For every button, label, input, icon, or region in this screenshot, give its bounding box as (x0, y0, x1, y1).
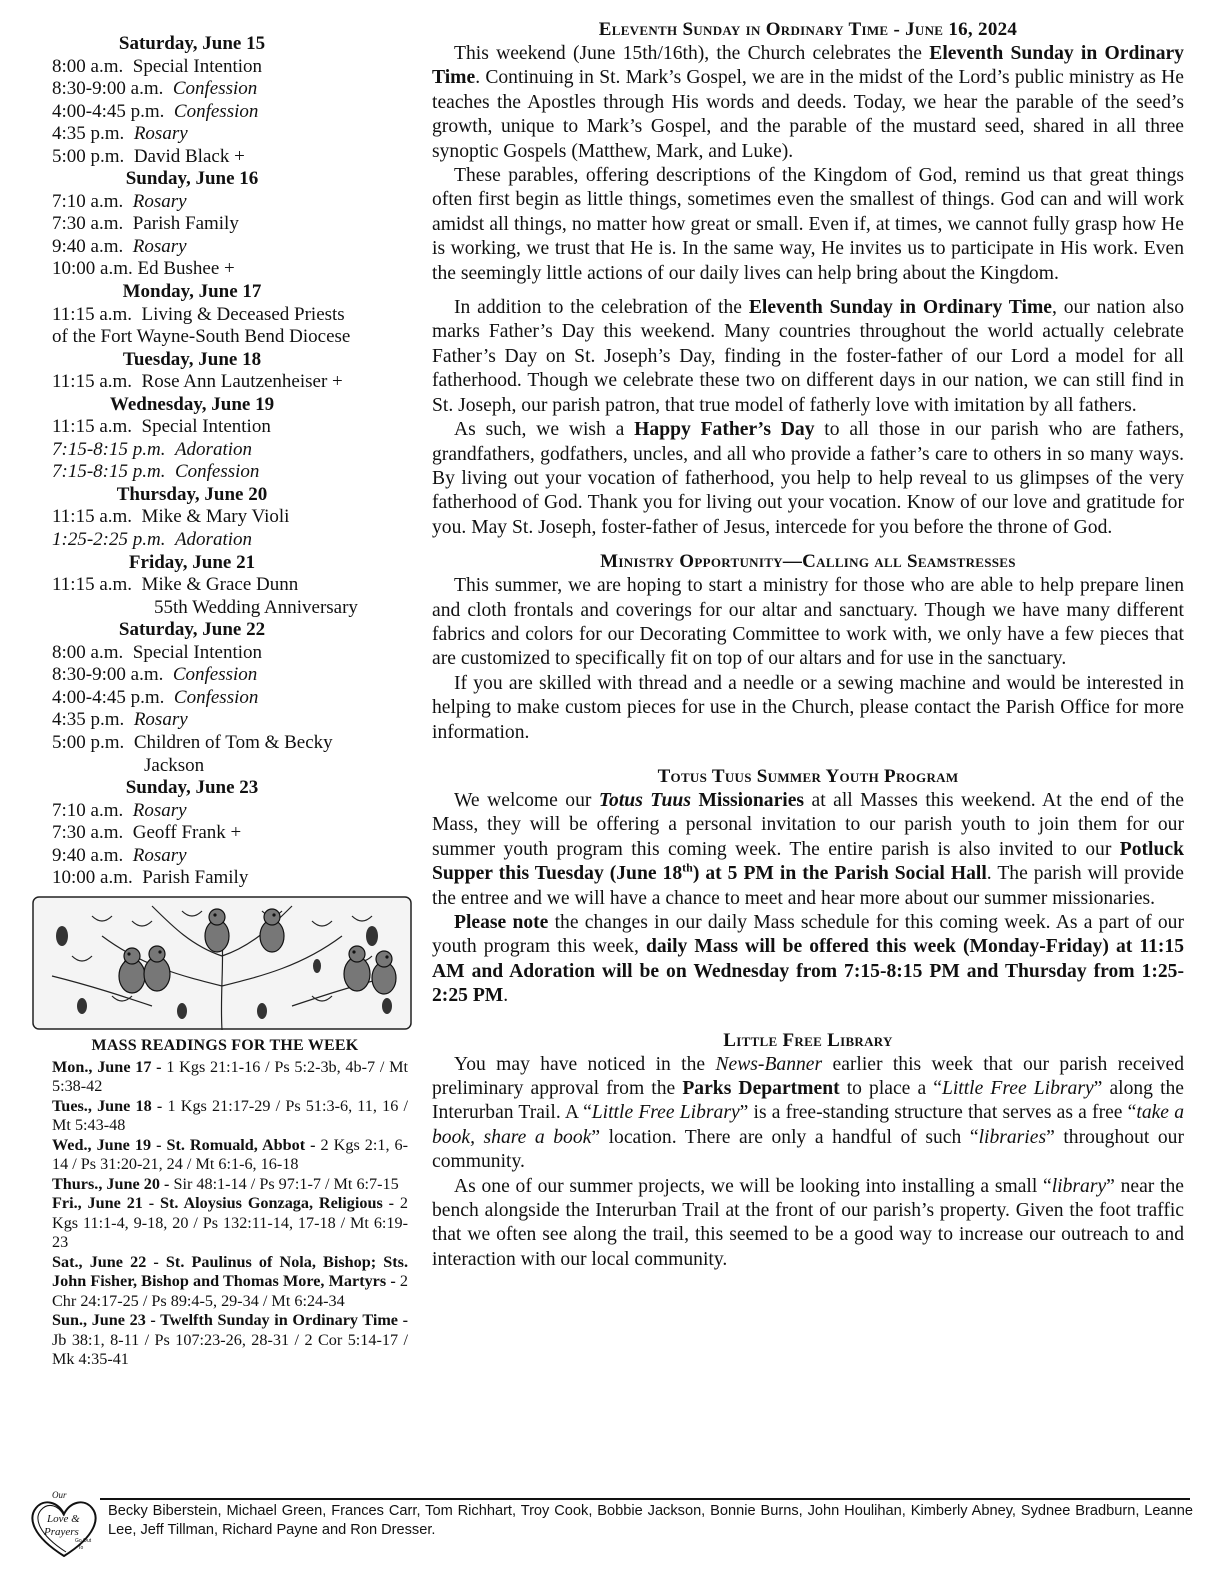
text-run: the changes in our daily Mass schedule for this coming week. As a part of our youth program this week, (432, 912, 1184, 958)
entry-intention: Confession (173, 100, 259, 122)
entry-intention: Adoration (174, 438, 253, 460)
entry-time: 9:40 a.m. (52, 844, 124, 866)
entry-time: 11:15 a.m. (52, 371, 133, 393)
text-run: This weekend (June 15th/16th), the Church celebrates the (454, 43, 930, 64)
schedule-entry (52, 191, 412, 214)
schedule-entry (52, 213, 412, 236)
reading-refs: Jb 38:1, 8-11 / Ps 107:23-26, 28-31 / 2 Cor 5:14-17 / Mk 4:35-41 (52, 1330, 408, 1368)
reading-day: Fri., June 21 - St. Aloysius Gonzaga, Religious - (52, 1194, 395, 1212)
schedule-entry (52, 506, 412, 529)
schedule-entry (52, 709, 412, 732)
text-run: As one of our summer projects, we will be looking into installing a small “ (454, 1175, 1052, 1197)
schedule-entry (52, 574, 412, 597)
entry-intention: David Black + (133, 145, 245, 167)
schedule-entry (52, 800, 412, 823)
article-paragraph (432, 911, 1184, 1009)
entry-time: 4:35 p.m. (52, 709, 125, 731)
day-heading: Monday, June 17 (122, 281, 262, 303)
schedule-entry (52, 56, 412, 79)
text-run-italic: library (1051, 1175, 1107, 1197)
text-run-bold: Missionaries (690, 789, 805, 811)
svg-text:Go Out: Go Out (75, 1538, 92, 1544)
article-heading: Totus Tuus Summer Youth Program (657, 765, 959, 787)
text-run-bold: Eleventh Sunday in Ordinary Time (432, 43, 1184, 89)
reading-day: Tues., June 18 - (52, 1096, 163, 1115)
day-heading: Friday, June 21 (128, 551, 256, 573)
text-run-italic: Little Free Library (941, 1078, 1094, 1100)
entry-time: 7:30 a.m. (52, 213, 124, 235)
entry-time: 10:00 a.m. (52, 867, 133, 889)
article-paragraph (432, 418, 1184, 540)
entry-time: 7:10 a.m. (52, 799, 124, 821)
schedule-entry (52, 687, 412, 710)
text-run-bold: ) at 5 PM in the Parish Social Hall (692, 863, 987, 885)
reading-entry (52, 1253, 408, 1312)
text-run: We welcome our (454, 789, 599, 811)
footer-divider (100, 1498, 1190, 1500)
article-paragraph: This summer, we are hoping to start a ministry for those who are able to help prepare linen and cloth frontals and coverings for our altar and sanctuary. Though we have many different fabrics and colors for our Decorating Committee to work with, we only have a few pieces that are customized to specifically fit on top of our altars and for use in the sanctuary. (432, 575, 1184, 670)
entry-time: 11:15 a.m. (52, 416, 133, 438)
entry-time: 11:15 a.m. (52, 506, 133, 528)
text-run: . (503, 985, 509, 1007)
entry-intention: Rosary (132, 190, 187, 212)
text-run: You may have noticed in the (454, 1053, 716, 1075)
text-run: ” near the bench alongside the Interurban Trail at the front of our parish’s property. Given the foot traffic that we often see along the trail, this seemed to be a good way to increase our outreach to and interaction with our local community. (432, 1175, 1184, 1270)
mass-readings (52, 1036, 408, 1370)
text-run: to all those in our parish who are fathers, grandfathers, godfathers, uncles, and all who provide a father’s care to others in so many ways. By living out your vocation of fatherhood, you help to help reveal to us glimpses of the very fatherhood of God. Thank you for living out your vocation. Know of our love and gratitude for you. May St. Joseph, foster-father of Jesus, intercede for you before the throne of God. (432, 419, 1185, 538)
schedule-entry (52, 101, 412, 124)
entry-intention: Parish Family (132, 213, 239, 235)
reading-day: Thurs., June 20 - (52, 1174, 170, 1193)
entry-intention: Mike & Mary Violi (141, 506, 290, 528)
entry-time: 8:30-9:00 a.m. (52, 78, 164, 100)
reading-day: Sun., June 23 - Twelfth Sunday in Ordinary Time - (52, 1311, 408, 1329)
svg-text:Love &: Love & (47, 1513, 80, 1525)
entry-time: 1:25-2:25 p.m. (52, 529, 166, 551)
entry-time: 7:30 a.m. (52, 822, 124, 844)
schedule-entry (52, 845, 412, 868)
reading-day: Mon., June 17 - (52, 1057, 162, 1076)
schedule-entry (52, 258, 412, 281)
text-run-bold-italic: Totus Tuus (598, 789, 691, 811)
schedule-entry-continuation: of the Fort Wayne-South Bend Diocese (52, 326, 351, 348)
entry-intention: Ed Bushee + (137, 258, 235, 280)
entry-intention: Parish Family (142, 867, 249, 889)
text-run: to place a “ (839, 1078, 942, 1100)
entry-time: 7:15-8:15 p.m. (52, 461, 166, 483)
entry-intention: Confession (173, 686, 259, 708)
article-paragraph (432, 296, 1184, 418)
entry-time: 9:40 a.m. (52, 235, 124, 257)
entry-time: 7:15-8:15 p.m. (52, 438, 166, 460)
svg-text:Our: Our (52, 1490, 67, 1500)
logo-lettering: Our Love & Prayers Go Out To (64, 1496, 77, 1497)
entry-time: 4:00-4:45 p.m. (52, 100, 165, 122)
entry-time: 5:00 p.m. (52, 731, 125, 753)
schedule-entry (52, 732, 412, 755)
reading-refs: 2 Kgs 2:1, 6-14 / Ps 31:20-21, 24 / Mt 6:1-6, 16-18 (52, 1135, 408, 1173)
schedule-entry (52, 123, 412, 146)
reading-entry (52, 1175, 408, 1195)
reading-refs: 2 Kgs 11:1-4, 9-18, 20 / Ps 132:11-14, 17-18 / Mt 6:19-23 (52, 1194, 409, 1251)
entry-intention: Rosary (132, 844, 187, 866)
entry-intention: Rose Ann Lautzenheiser + (141, 371, 343, 393)
reading-refs: 2 Chr 24:17-25 / Ps 89:4-5, 29-34 / Mt 6:24-34 (52, 1272, 409, 1310)
svg-text:Prayers: Prayers (44, 1526, 79, 1538)
entry-intention: Rosary (133, 123, 188, 145)
article-heading: Ministry Opportunity—Calling all Seamstresses (600, 551, 1016, 573)
article-heading: Little Free Library (723, 1029, 893, 1051)
entry-intention: Confession (172, 78, 258, 100)
heart-prayers-logo (22, 1482, 106, 1566)
svg-text:To: To (78, 1545, 84, 1551)
entry-intention: Living & Deceased Priests (141, 303, 345, 325)
entry-intention: Mike & Grace Dunn (141, 574, 299, 596)
text-run-bold: Parks Department (682, 1078, 840, 1100)
schedule-entry (52, 529, 412, 552)
text-run-italic: News-Banner (715, 1053, 823, 1075)
article-paragraph (432, 789, 1184, 911)
entry-intention: Rosary (132, 799, 187, 821)
entry-time: 4:00-4:45 p.m. (52, 686, 165, 708)
article-paragraph (432, 1175, 1184, 1273)
entry-time: 8:00 a.m. (52, 641, 124, 663)
entry-intention: Adoration (174, 529, 253, 551)
superscript: th (682, 860, 693, 875)
reading-entry (52, 1194, 408, 1253)
text-run-bold: Happy Father’s Day (634, 419, 815, 441)
schedule-entry (52, 822, 412, 845)
entry-time: 4:35 p.m. (52, 123, 125, 145)
entry-time: 8:00 a.m. (52, 55, 124, 77)
schedule-entry (52, 461, 412, 484)
article-paragraph: These parables, offering descriptions of the Kingdom of God, remind us that great things often first begin as little things, sometimes even the smallest of things. God can and will work amidst all things, no matter how great or small. Even if, at times, we cannot fully grasp how He is working, we trust that He is. In the same way, He invites us to participate in His work. Even the seemingly little actions of our daily lives can help bring about the Kingdom. (432, 165, 1184, 284)
text-run: ” along the Interurban Trail. A “ (432, 1078, 1185, 1124)
text-run-bold: daily Mass will be offered this week (Monday-Friday) at 11:15 AM and Adoration will be on Wednesday from 7:15-8:15 PM and Thursday from 1:25-2:25 PM (432, 936, 1184, 1007)
reading-refs: Sir 48:1-14 / Ps 97:1-7 / Mt 6:7-15 (169, 1174, 399, 1193)
entry-intention: Rosary (133, 709, 188, 731)
text-run-bold: Potluck Supper this Tuesday (June 18 (432, 838, 1184, 885)
text-run-bold: Eleventh Sunday in Ordinary Time (748, 297, 1052, 319)
readings-title: MASS READINGS FOR THE WEEK (91, 1037, 359, 1054)
entry-intention: Confession (174, 461, 260, 483)
schedule-entry (52, 146, 412, 169)
text-run: ” throughout our community. (432, 1126, 1184, 1173)
entry-intention: Special Intention (141, 416, 271, 438)
entry-intention: Children of Tom & Becky (133, 731, 333, 753)
entry-intention: Confession (172, 664, 258, 686)
reading-entry (52, 1311, 408, 1370)
text-run: ” is a free-standing structure that serves as a free “ (739, 1102, 1137, 1124)
reading-day: Sat., June 22 - St. Paulinus of Nola, Bishop; Sts. John Fisher, Bishop and Thomas More, Martyrs - (52, 1252, 408, 1290)
day-heading: Sunday, June 16 (125, 168, 259, 190)
schedule-entry (52, 371, 412, 394)
schedule-entry (52, 78, 412, 101)
article-heading: Eleventh Sunday in Ordinary Time - June 16, 2024 (598, 19, 1018, 40)
reading-refs: 1 Kgs 21:17-29 / Ps 51:3-6, 11, 16 / Mt 5:43-48 (52, 1096, 408, 1134)
day-heading: Saturday, June 22 (118, 619, 266, 641)
day-heading: Saturday, June 15 (118, 33, 266, 54)
text-run-italic: libraries (978, 1126, 1047, 1148)
schedule-entry (52, 439, 412, 462)
day-heading: Thursday, June 20 (116, 483, 268, 505)
entry-intention: Special Intention (132, 55, 263, 77)
entry-time: 11:15 a.m. (52, 574, 133, 596)
reading-entry (52, 1136, 408, 1175)
day-heading: Wednesday, June 19 (109, 393, 275, 415)
entry-time: 5:00 p.m. (52, 145, 125, 167)
text-run-italic: Little Free Library (591, 1102, 740, 1124)
reading-day: Wed., June 19 - St. Romuald, Abbot - (52, 1135, 316, 1154)
text-run: at all Masses this weekend. At the end of the Mass, they will be offering a personal invitation to our parish youth to join them for our summer youth program this coming week. The entire parish is also invited to our (432, 789, 1185, 860)
birds-woodcut-illustration (32, 896, 412, 1030)
schedule-entry (52, 304, 412, 327)
text-run-italic: take a book, share a book (432, 1102, 1184, 1148)
schedule-entry-continuation: 55th Wedding Anniversary (154, 596, 358, 618)
text-run: , our nation also marks Father’s Day this weekend. Many countries throughout the world actually celebrate Father’s Day on St. Joseph’s Day, finding in the foster-father of our Lord a model for all fatherhood. Though we celebrate these two on different days in our nation, we can still find in St. Joseph, our parish patron, that true model of fatherly love with imitation by all fathers. (432, 297, 1185, 416)
entry-intention: Rosary (132, 235, 187, 257)
entry-time: 11:15 a.m. (52, 303, 133, 325)
text-run: ” location. There are only a handful of such “ (591, 1126, 979, 1148)
reading-entry (52, 1097, 408, 1136)
article-paragraph (432, 42, 1184, 164)
schedule-entry-continuation: Jackson (144, 754, 205, 776)
article-paragraph (432, 1053, 1184, 1175)
schedule-entry (52, 867, 412, 890)
article-paragraph: If you are skilled with thread and a needle or a sewing machine and would be interested in helping to make custom pieces for use in the Church, please contact the Parish Office for more information. (432, 672, 1184, 743)
day-heading: Sunday, June 23 (125, 777, 259, 799)
reading-refs: 1 Kgs 21:1-16 / Ps 5:2-3b, 4b-7 / Mt 5:38-42 (52, 1057, 408, 1095)
entry-time: 10:00 a.m. (52, 258, 133, 280)
entry-time: 7:10 a.m. (52, 190, 124, 212)
text-run: In addition to the celebration of the (454, 297, 749, 319)
schedule-entry (52, 236, 412, 259)
reading-entry (52, 1058, 408, 1097)
text-run: As such, we wish a (454, 419, 635, 441)
text-run: . Continuing in St. Mark’s Gospel, we are in the midst of the Lord’s public ministry as He teaches the Apostles through His words and deeds. Today, we hear the parable of the seed’s growth, unique to Mark’s Gospel, and the parable of the mustard seed, shared in all three synoptic Gospels (Matthew, Mark, and Luke). (432, 67, 1184, 162)
entry-intention: Geoff Frank + (132, 822, 242, 844)
text-run-bold: Please note (454, 912, 549, 933)
prayer-list-names: Becky Biberstein, Michael Green, Frances Carr, Tom Richhart, Troy Cook, Bobbie Jackson, Bonnie Burns, John Houlihan, Kimberly Abney, Sydnee Bradburn, Leanne Lee, Jeff Tillman, Richard Payne and Ron Dresser. (108, 1503, 1193, 1538)
schedule-entry (52, 642, 412, 665)
day-heading: Tuesday, June 18 (122, 348, 262, 370)
text-run: earlier this week that our parish received preliminary approval from the (432, 1053, 1185, 1100)
schedule-entry (52, 664, 412, 687)
entry-time: 8:30-9:00 a.m. (52, 664, 164, 686)
schedule-entry (52, 416, 412, 439)
entry-intention: Special Intention (132, 641, 263, 663)
articles-column (432, 18, 1184, 1272)
text-run: . The parish will provide the entree and we will have a chance to meet and hear more about our summer missionaries. (432, 863, 1184, 909)
mass-schedule (52, 33, 412, 890)
